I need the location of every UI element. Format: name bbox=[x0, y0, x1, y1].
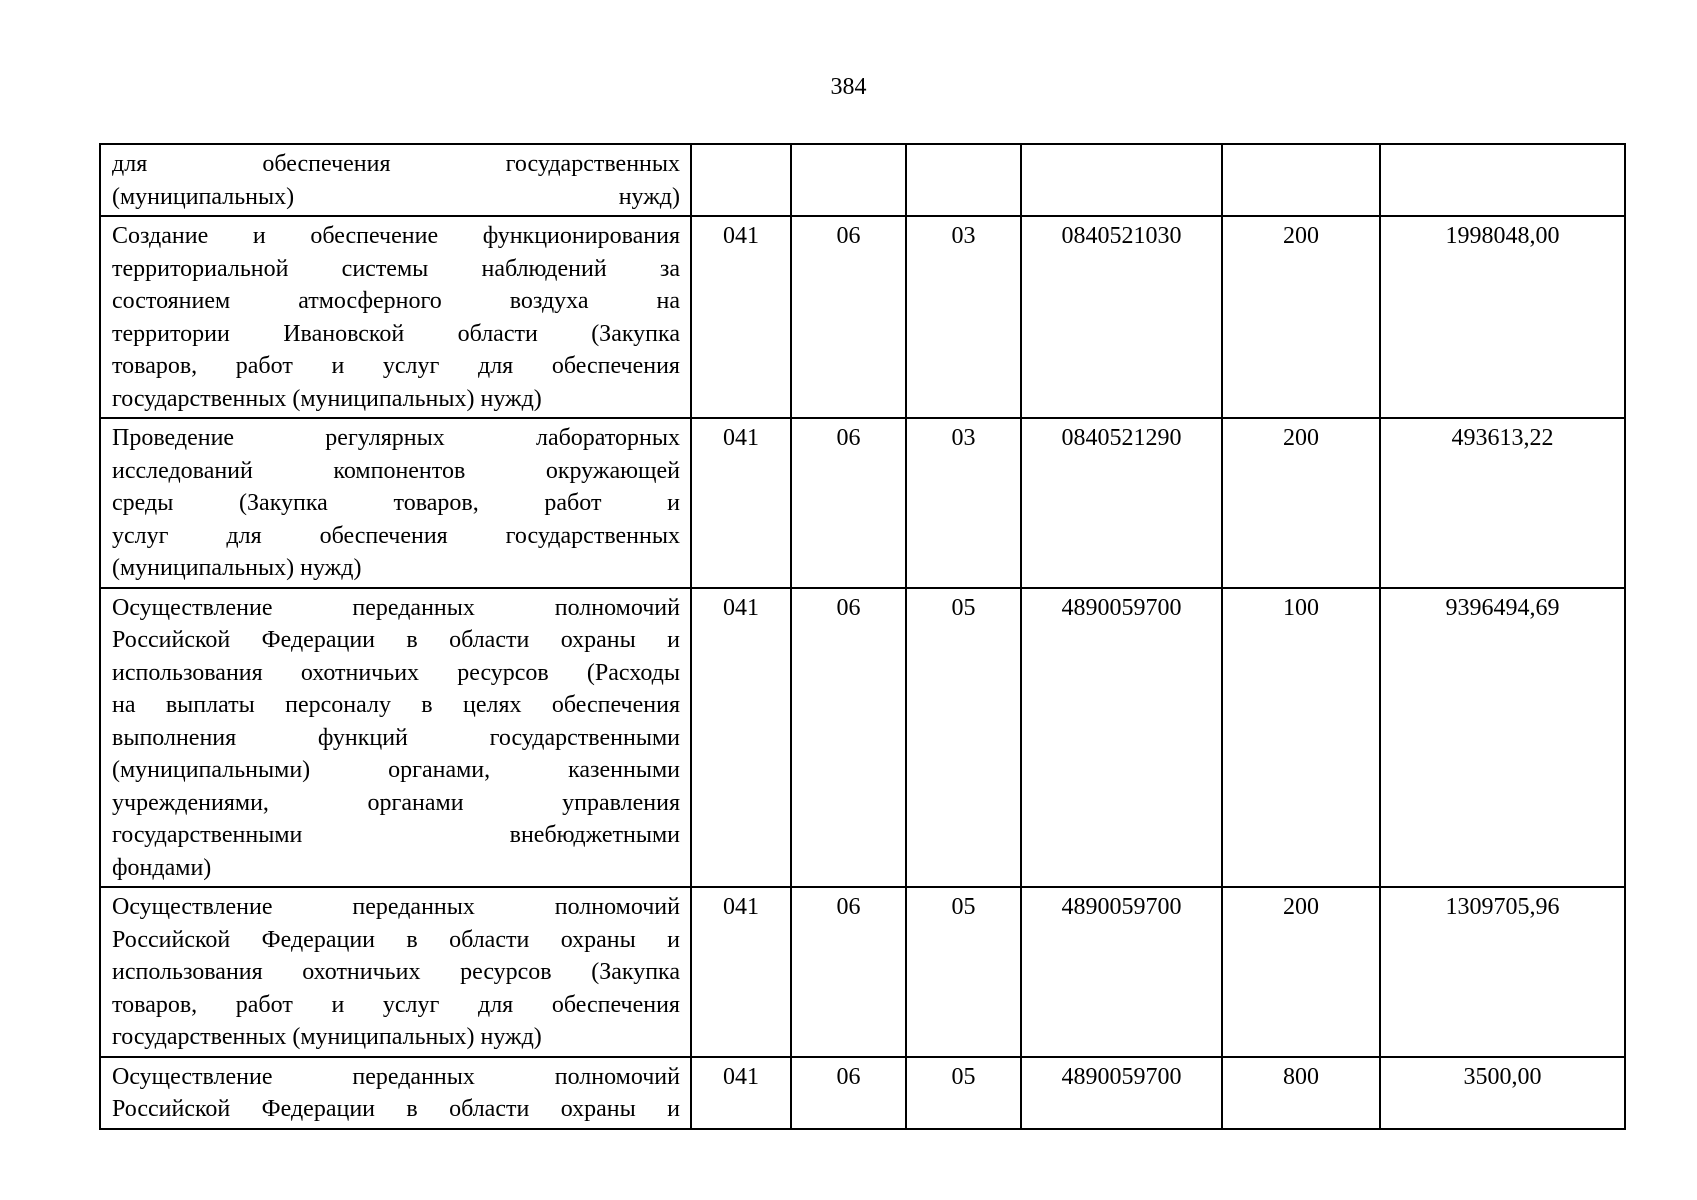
word: органами bbox=[367, 789, 464, 816]
ministry-code-cell: 041 bbox=[691, 588, 791, 888]
amount-cell bbox=[1380, 144, 1625, 216]
word: выплаты bbox=[165, 692, 255, 718]
word: Осуществление bbox=[112, 1063, 273, 1090]
word: Федерации bbox=[261, 1096, 375, 1122]
word: и bbox=[667, 926, 680, 953]
subsection-cell: 05 bbox=[906, 887, 1021, 1057]
word: использования bbox=[112, 659, 263, 686]
description-line bbox=[112, 891, 680, 924]
word: государственных bbox=[505, 522, 680, 549]
table-row bbox=[100, 588, 1625, 888]
description-line bbox=[112, 1093, 680, 1126]
section-cell: 06 bbox=[791, 216, 906, 418]
word: Российской bbox=[112, 1096, 231, 1122]
word: государственными bbox=[112, 822, 303, 848]
word: выполнения bbox=[112, 724, 237, 751]
word: за bbox=[659, 255, 680, 282]
word: (Расходы bbox=[586, 659, 680, 686]
word: Федерации bbox=[261, 627, 375, 653]
word: Федерации bbox=[261, 926, 375, 953]
word: среды bbox=[112, 490, 174, 516]
word: ресурсов bbox=[460, 959, 552, 985]
word: государственных bbox=[505, 151, 680, 177]
description-cell bbox=[100, 1057, 691, 1129]
word: в bbox=[406, 926, 418, 953]
word: для bbox=[477, 353, 514, 379]
description-line bbox=[112, 520, 680, 553]
word: воздуха bbox=[509, 288, 589, 314]
word: услуг bbox=[112, 522, 169, 549]
word: (Закупка bbox=[591, 959, 680, 985]
word: (муниципальных) bbox=[112, 183, 295, 210]
word: для bbox=[226, 522, 262, 549]
ministry-code-cell: 041 bbox=[691, 1057, 791, 1129]
description-line bbox=[112, 220, 680, 253]
amount-cell: 1309705,96 bbox=[1380, 887, 1625, 1057]
word: услуг bbox=[382, 353, 440, 379]
word: персоналу bbox=[285, 692, 391, 718]
word: охотничьих bbox=[300, 659, 420, 686]
amount-cell: 9396494,69 bbox=[1380, 588, 1625, 888]
word: регулярных bbox=[325, 425, 445, 451]
word: (муниципальными) bbox=[112, 757, 311, 783]
description-line bbox=[112, 754, 680, 787]
description-line bbox=[112, 455, 680, 488]
word: наблюдений bbox=[481, 255, 607, 282]
description-line bbox=[112, 285, 680, 318]
amount-cell: 1998048,00 bbox=[1380, 216, 1625, 418]
description-line bbox=[112, 989, 680, 1022]
word: на bbox=[112, 692, 136, 718]
word: и bbox=[667, 627, 680, 653]
ministry-code-cell: 041 bbox=[691, 887, 791, 1057]
word: полномочий bbox=[554, 1063, 680, 1090]
target-article-cell: 4890059700 bbox=[1021, 588, 1222, 888]
word: охраны bbox=[560, 926, 636, 953]
section-cell: 06 bbox=[791, 588, 906, 888]
subsection-cell bbox=[906, 144, 1021, 216]
description-line bbox=[112, 181, 680, 214]
word: работ bbox=[235, 991, 293, 1018]
target-article-cell bbox=[1021, 144, 1222, 216]
table-row bbox=[100, 887, 1625, 1057]
word: атмосферного bbox=[298, 288, 442, 314]
description-line bbox=[112, 924, 680, 957]
word: использования bbox=[112, 959, 263, 985]
expense-type-cell: 200 bbox=[1222, 216, 1380, 418]
description-line bbox=[112, 318, 680, 351]
section-cell bbox=[791, 144, 906, 216]
word: Осуществление bbox=[112, 594, 273, 621]
word: работ bbox=[235, 353, 293, 379]
word: полномочий bbox=[554, 894, 680, 920]
amount-cell: 3500,00 bbox=[1380, 1057, 1625, 1129]
expense-type-cell: 800 bbox=[1222, 1057, 1380, 1129]
word: и bbox=[331, 991, 345, 1018]
subsection-cell: 05 bbox=[906, 588, 1021, 888]
description-line bbox=[112, 592, 680, 625]
description-line bbox=[112, 657, 680, 690]
target-article-cell: 0840521290 bbox=[1021, 418, 1222, 588]
word: нужд) bbox=[618, 183, 680, 210]
section-cell: 06 bbox=[791, 1057, 906, 1129]
description-cell bbox=[100, 887, 691, 1057]
word: функций bbox=[317, 724, 408, 751]
word: товаров, bbox=[393, 490, 479, 516]
table-row bbox=[100, 418, 1625, 588]
word: в bbox=[406, 1096, 418, 1122]
subsection-cell: 05 bbox=[906, 1057, 1021, 1129]
word: Осуществление bbox=[112, 894, 273, 920]
description-line: государственных (муниципальных) нужд) bbox=[112, 385, 542, 412]
word: области bbox=[457, 320, 538, 347]
description-line bbox=[112, 689, 680, 722]
word: окружающей bbox=[545, 457, 680, 484]
description-cell bbox=[100, 216, 691, 418]
word: услуг bbox=[382, 991, 440, 1018]
table-row bbox=[100, 144, 1625, 216]
word: Проведение bbox=[112, 425, 235, 451]
word: обеспечения bbox=[551, 353, 680, 379]
word: обеспечения bbox=[319, 522, 448, 549]
word: переданных bbox=[352, 894, 475, 920]
word: (Закупка bbox=[239, 490, 328, 516]
word: ресурсов bbox=[457, 659, 549, 686]
expense-type-cell: 100 bbox=[1222, 588, 1380, 888]
expense-type-cell: 200 bbox=[1222, 418, 1380, 588]
description-line: фондами) bbox=[112, 854, 212, 881]
word: государственными bbox=[489, 724, 680, 751]
word: системы bbox=[341, 255, 429, 282]
subsection-cell: 03 bbox=[906, 418, 1021, 588]
description-line: (муниципальных) нужд) bbox=[112, 555, 362, 581]
ministry-code-cell bbox=[691, 144, 791, 216]
word: органами, bbox=[388, 757, 491, 783]
word: товаров, bbox=[112, 353, 198, 379]
word: функционирования bbox=[482, 223, 680, 249]
word: в bbox=[421, 692, 433, 718]
word: (Закупка bbox=[591, 320, 680, 347]
word: и bbox=[252, 223, 266, 249]
word: в bbox=[406, 627, 418, 653]
word: управления bbox=[562, 789, 680, 816]
table-row bbox=[100, 1057, 1625, 1129]
word: на bbox=[656, 288, 680, 314]
ministry-code-cell: 041 bbox=[691, 216, 791, 418]
description-line bbox=[112, 148, 680, 181]
word: для bbox=[112, 151, 148, 177]
description-line bbox=[112, 819, 680, 852]
word: охотничьих bbox=[302, 959, 421, 985]
subsection-cell: 03 bbox=[906, 216, 1021, 418]
word: состоянием bbox=[112, 288, 231, 314]
word: области bbox=[449, 627, 530, 653]
word: обеспечения bbox=[262, 151, 391, 177]
word: целях bbox=[462, 692, 522, 718]
word: и bbox=[667, 1096, 680, 1122]
description-line bbox=[112, 722, 680, 755]
section-cell: 06 bbox=[791, 887, 906, 1057]
word: исследований bbox=[112, 457, 253, 484]
word: для bbox=[477, 991, 514, 1018]
ministry-code-cell: 041 bbox=[691, 418, 791, 588]
word: территориальной bbox=[112, 255, 289, 282]
description-line bbox=[112, 350, 680, 383]
description-cell bbox=[100, 144, 691, 216]
word: области bbox=[449, 926, 530, 953]
word: области bbox=[449, 1096, 530, 1122]
description-line bbox=[112, 422, 680, 455]
target-article-cell: 0840521030 bbox=[1021, 216, 1222, 418]
description-line bbox=[112, 624, 680, 657]
word: территории bbox=[112, 320, 230, 347]
word: обеспечение bbox=[310, 223, 439, 249]
word: компонентов bbox=[333, 457, 466, 484]
word: переданных bbox=[352, 1063, 475, 1090]
word: внебюджетными bbox=[509, 822, 680, 848]
description-line bbox=[112, 787, 680, 820]
description-line: государственных (муниципальных) нужд) bbox=[112, 1024, 542, 1050]
word: охраны bbox=[560, 1096, 636, 1122]
description-cell bbox=[100, 588, 691, 888]
word: Российской bbox=[112, 627, 231, 653]
word: работ bbox=[544, 490, 602, 516]
word: Ивановской bbox=[283, 320, 405, 347]
page-number: 384 bbox=[830, 74, 867, 100]
target-article-cell: 4890059700 bbox=[1021, 887, 1222, 1057]
budget-table bbox=[99, 143, 1626, 1130]
word: учреждениями, bbox=[112, 789, 269, 816]
description-line bbox=[112, 253, 680, 286]
expense-type-cell bbox=[1222, 144, 1380, 216]
word: полномочий bbox=[554, 594, 680, 621]
word: казенными bbox=[568, 757, 680, 783]
description-line bbox=[112, 956, 680, 989]
word: Российской bbox=[112, 926, 231, 953]
word: обеспечения bbox=[551, 991, 680, 1018]
amount-cell: 493613,22 bbox=[1380, 418, 1625, 588]
expense-type-cell: 200 bbox=[1222, 887, 1380, 1057]
word: и bbox=[667, 490, 680, 516]
table-row bbox=[100, 216, 1625, 418]
word: переданных bbox=[352, 594, 475, 621]
word: обеспечения bbox=[551, 692, 680, 718]
description-line bbox=[112, 487, 680, 520]
description-line bbox=[112, 1061, 680, 1094]
target-article-cell: 4890059700 bbox=[1021, 1057, 1222, 1129]
description-cell bbox=[100, 418, 691, 588]
word: товаров, bbox=[112, 991, 198, 1018]
section-cell: 06 bbox=[791, 418, 906, 588]
word: охраны bbox=[560, 627, 636, 653]
word: Создание bbox=[112, 223, 209, 249]
word: и bbox=[331, 353, 345, 379]
word: лабораторных bbox=[535, 425, 680, 451]
